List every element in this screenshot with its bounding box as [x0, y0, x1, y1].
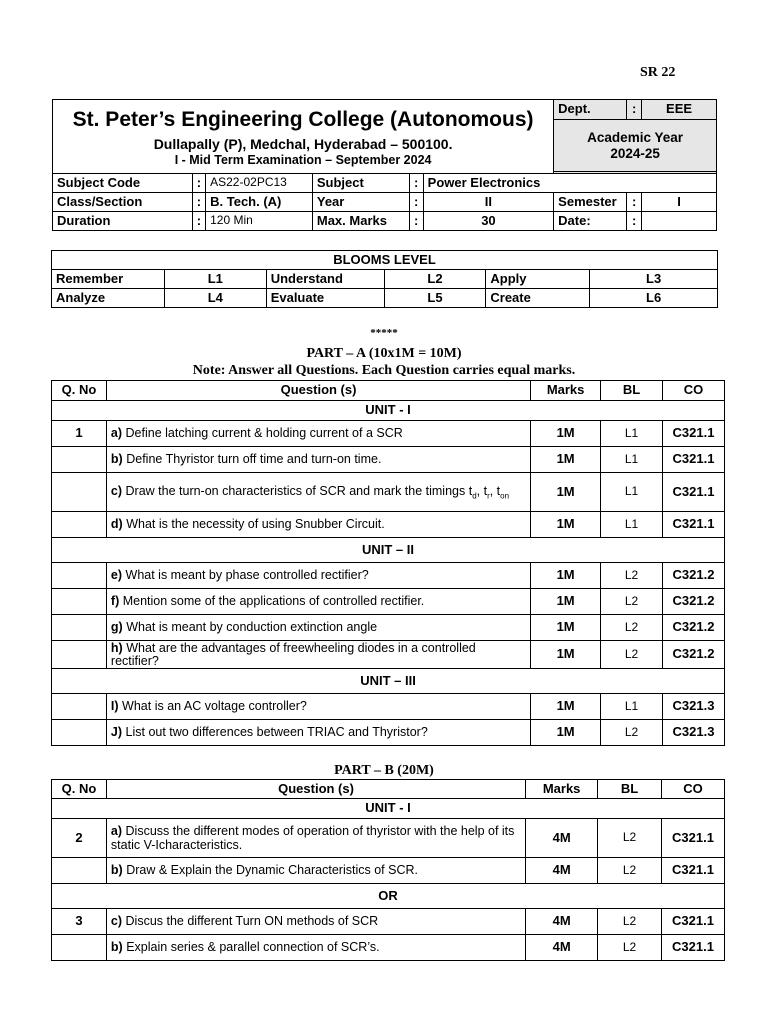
blooms-cell: L5: [384, 289, 486, 308]
max-marks-value: 30: [423, 212, 554, 231]
blooms-cell: L4: [164, 289, 266, 308]
colon: :: [409, 212, 423, 231]
subject-code-label: Subject Code: [53, 174, 193, 193]
question-letter: J): [110, 725, 123, 740]
question-co: C321.2: [662, 641, 724, 669]
blooms-cell: L2: [384, 270, 486, 289]
question-marks: 1M: [531, 615, 601, 641]
question-text: Mention some of the applications of controlled rectifier.: [122, 594, 425, 609]
subscript: d: [472, 491, 477, 501]
question-co: C321.3: [662, 694, 724, 720]
col-header: Question (s): [106, 780, 525, 799]
question-text: Discuss the different modes of operation of thyristor with the help of its static V-Icharacteristics.: [110, 823, 515, 852]
colon: :: [627, 193, 642, 212]
college-address: Dullapally (P), Medchal, Hyderabad – 500100.: [153, 136, 453, 153]
question-letter: d): [110, 517, 123, 532]
question-number: 2: [52, 819, 107, 858]
question-marks: 1M: [531, 473, 601, 512]
date-value: [642, 212, 717, 231]
class-label: Class/Section: [53, 193, 193, 212]
question-row: [52, 909, 725, 935]
subscript: r: [487, 491, 490, 501]
separator-stars: *****: [370, 327, 398, 339]
question-bl: L2: [601, 641, 663, 669]
col-header: CO: [662, 381, 724, 401]
year-label: Year: [312, 193, 409, 212]
blooms-cell: Create: [486, 289, 590, 308]
question-text: What is an AC voltage controller?: [122, 699, 307, 714]
question-letter: f): [110, 594, 120, 609]
blooms-cell: Understand: [266, 270, 384, 289]
colon: :: [627, 100, 642, 120]
col-header: Question (s): [106, 381, 530, 401]
question-row: [52, 473, 725, 512]
duration-label: Duration: [53, 212, 193, 231]
max-marks-label: Max. Marks: [312, 212, 409, 231]
question-text: List out two differences between TRIAC and Thyristor?: [125, 725, 428, 740]
question-row: [52, 589, 725, 615]
col-header: BL: [601, 381, 663, 401]
question-marks: 4M: [526, 909, 598, 935]
question-letter: b): [110, 940, 123, 955]
question-co: C321.2: [662, 589, 724, 615]
subject-label: Subject: [312, 174, 409, 193]
question-co: C321.1: [662, 909, 725, 935]
question-letter: b): [110, 452, 123, 467]
question-text: Define latching current & holding current of a SCR: [125, 426, 403, 441]
question-bl: L1: [601, 512, 663, 538]
question-row: [52, 447, 725, 473]
question-row: [52, 935, 725, 961]
question-row: [52, 819, 725, 858]
question-row: [52, 563, 725, 589]
question-letter: b): [110, 863, 123, 878]
question-bl: L2: [598, 909, 662, 935]
question-marks: 1M: [531, 641, 601, 669]
dept-value: EEE: [642, 100, 717, 120]
colon: :: [409, 193, 423, 212]
col-header: Marks: [531, 381, 601, 401]
blooms-title: BLOOMS LEVEL: [52, 251, 718, 270]
header-table: [52, 99, 717, 231]
or-divider: OR: [52, 884, 725, 909]
question-bl: L2: [601, 589, 663, 615]
colon: :: [192, 193, 205, 212]
blooms-cell: Remember: [52, 270, 165, 289]
question-marks: 4M: [526, 858, 598, 884]
part-a-table: [51, 380, 725, 746]
question-text: What is the necessity of using Snubber Circuit.: [126, 517, 385, 532]
question-co: C321.1: [662, 447, 724, 473]
year-value: II: [423, 193, 554, 212]
document-code: SR 22: [640, 65, 676, 80]
question-bl: L2: [601, 563, 663, 589]
question-text: What are the advantages of freewheeling diodes in a controlled rectifier?: [110, 641, 476, 668]
question-text: Draw & Explain the Dynamic Characteristics of SCR.: [126, 863, 418, 878]
blooms-cell: L6: [590, 289, 718, 308]
college-name: St. Peter’s Engineering College (Autonomous): [72, 108, 534, 132]
question-text: , t: [476, 483, 488, 498]
question-co: C321.1: [662, 512, 724, 538]
question-number: 1: [52, 421, 107, 447]
question-marks: 4M: [526, 935, 598, 961]
blooms-table: [51, 250, 718, 308]
part-a-title: PART – A (10x1M = 10M): [306, 346, 462, 361]
unit-heading: UNIT - I: [52, 799, 725, 819]
col-header: Q. No: [52, 780, 107, 799]
duration-value: 120 Min: [206, 212, 313, 231]
question-row: [52, 694, 725, 720]
question-text: , t: [489, 483, 501, 498]
part-a-note: Note: Answer all Questions. Each Question carries equal marks.: [192, 363, 576, 378]
question-bl: L2: [598, 858, 662, 884]
question-row: [52, 720, 725, 746]
col-header: BL: [598, 780, 662, 799]
question-text: Discus the different Turn ON methods of SCR: [125, 914, 379, 929]
question-letter: g): [110, 620, 123, 635]
colon: :: [627, 212, 642, 231]
question-marks: 4M: [526, 819, 598, 858]
question-marks: 1M: [531, 421, 601, 447]
question-row: [52, 615, 725, 641]
col-header: CO: [662, 780, 725, 799]
question-number: 3: [52, 909, 107, 935]
question-bl: L2: [598, 935, 662, 961]
question-text: Define Thyristor turn off time and turn-on time.: [126, 452, 382, 467]
question-co: C321.1: [662, 473, 724, 512]
blooms-cell: Evaluate: [266, 289, 384, 308]
question-bl: L1: [601, 694, 663, 720]
question-marks: 1M: [531, 589, 601, 615]
question-bl: L1: [601, 447, 663, 473]
question-text: Draw the turn-on characteristics of SCR and mark the timings t: [125, 483, 473, 498]
question-text: What is meant by phase controlled rectifier?: [125, 568, 369, 583]
question-bl: L2: [601, 615, 663, 641]
question-co: C321.1: [662, 858, 725, 884]
question-letter: c): [110, 914, 123, 929]
unit-heading: UNIT - I: [52, 401, 725, 421]
exam-title: I - Mid Term Examination – September 2024: [174, 153, 432, 168]
blooms-cell: L3: [590, 270, 718, 289]
question-text: Explain series & parallel connection of SCR’s.: [126, 940, 380, 955]
question-marks: 1M: [531, 447, 601, 473]
part-b-table: [51, 779, 725, 961]
question-letter: I): [110, 699, 119, 714]
part-b-title: PART – B (20M): [334, 763, 434, 778]
question-row: [52, 641, 725, 669]
blooms-cell: Analyze: [52, 289, 165, 308]
question-co: C321.1: [662, 421, 724, 447]
question-letter: a): [110, 823, 123, 838]
question-marks: 1M: [531, 563, 601, 589]
colon: :: [192, 212, 205, 231]
unit-heading: UNIT – II: [52, 538, 725, 563]
question-row: [52, 512, 725, 538]
question-letter: e): [110, 568, 123, 583]
dept-label: Dept.: [554, 100, 627, 120]
col-header: Q. No: [52, 381, 107, 401]
col-header: Marks: [526, 780, 598, 799]
question-marks: 1M: [531, 512, 601, 538]
unit-heading: UNIT – III: [52, 669, 725, 694]
subscript: on: [500, 491, 510, 501]
question-row: [52, 858, 725, 884]
date-label: Date:: [554, 212, 627, 231]
question-letter: a): [110, 426, 123, 441]
question-row: [52, 421, 725, 447]
question-co: C321.1: [662, 819, 725, 858]
question-letter: h): [110, 641, 123, 655]
question-bl: L2: [598, 819, 662, 858]
academic-year-label: Academic Year: [587, 129, 683, 145]
question-co: C321.1: [662, 935, 725, 961]
colon: :: [192, 174, 205, 193]
semester-label: Semester: [554, 193, 627, 212]
academic-year-value: 2024-25: [610, 145, 660, 161]
question-letter: c): [110, 483, 123, 498]
question-marks: 1M: [531, 720, 601, 746]
subject-code-value: AS22-02PC13: [206, 174, 313, 193]
semester-value: I: [642, 193, 717, 212]
question-co: C321.2: [662, 615, 724, 641]
subject-value: Power Electronics: [423, 174, 716, 193]
blooms-cell: L1: [164, 270, 266, 289]
class-value: B. Tech. (A): [206, 193, 313, 212]
question-bl: L1: [601, 421, 663, 447]
question-co: C321.2: [662, 563, 724, 589]
question-text: What is meant by conduction extinction angle: [126, 620, 378, 635]
question-co: C321.3: [662, 720, 724, 746]
question-bl: L2: [601, 720, 663, 746]
blooms-cell: Apply: [486, 270, 590, 289]
question-marks: 1M: [531, 694, 601, 720]
question-bl: L1: [601, 473, 663, 512]
colon: :: [409, 174, 423, 193]
